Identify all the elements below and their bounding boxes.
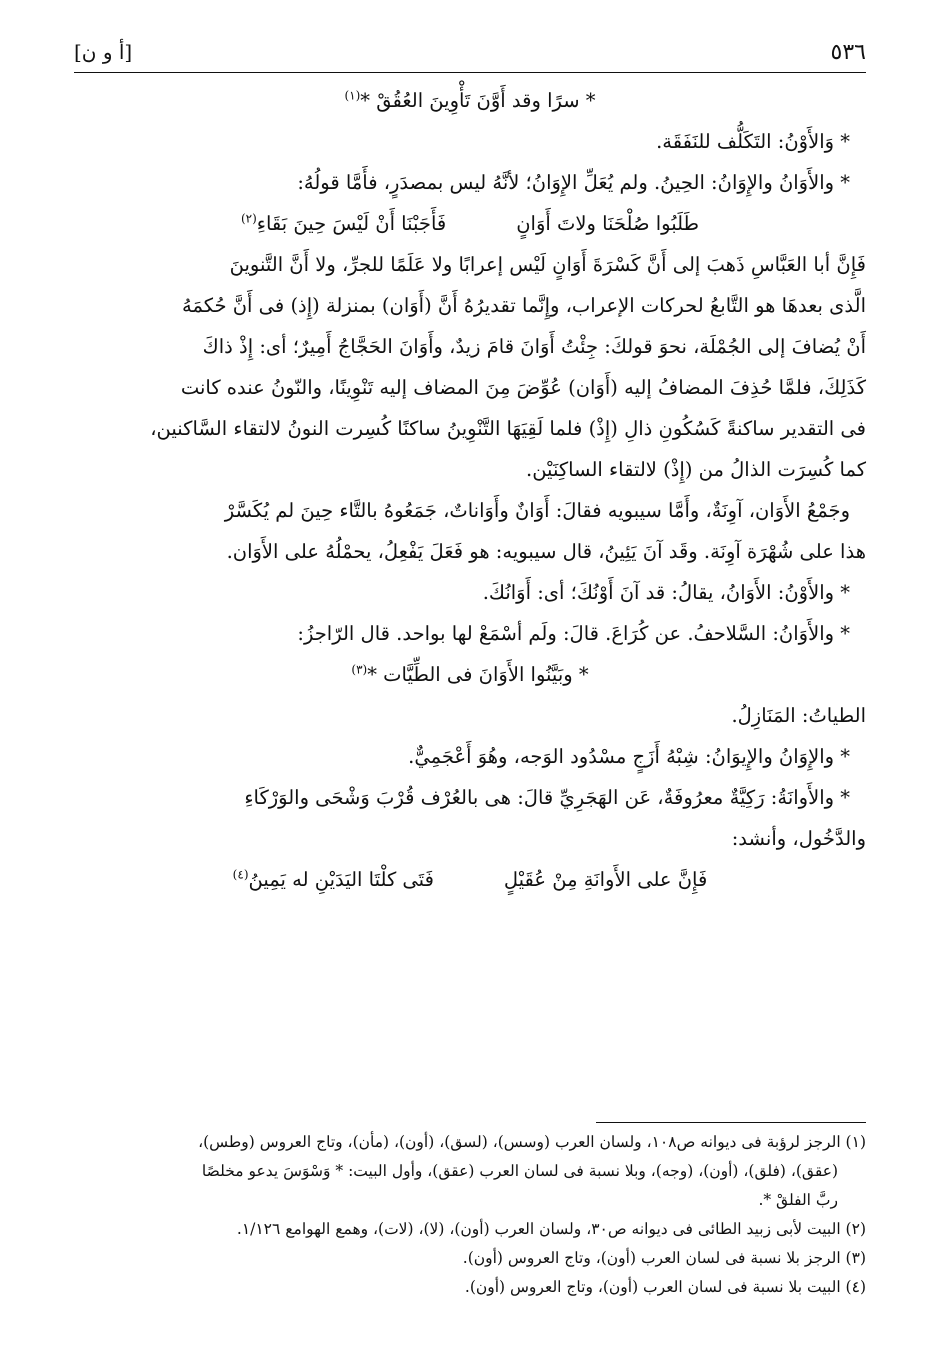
text-line: * والأَوْنُ: الأَوَانُ، يقالُ: قد آنَ أَوْنُكَ؛ أى: أَوَانُكَ. [482, 581, 850, 604]
text-line: كَذَلِكَ، فلمَّا حُذِفَ المضافُ إليه (أَوَان) عُوِّضَ مِنَ المضاف إليه تَنْوِينًا، والنّونُ عنده كانت [180, 376, 866, 399]
verse-hemistich-second: فَأَجَبْنَا أَنْ لَيْسَ حِينَ بَقَاءِ$^{(٢)}$ [240, 211, 447, 235]
text-line: الَّذى بعدهَا هو التَّابعُ لحركات الإعراب، وإِنَّما تقديرُهُ أَنَّ (أَوَان) بمنزلة (إِذ) فى أَنَّ حُكمَهُ [181, 294, 866, 317]
footnote: (٣) الرجز بلا نسبة فى لسان العرب (أون)، وتاج العروس (أون). [462, 1249, 866, 1267]
footnote-mark: (١) [344, 88, 361, 103]
text-line: * سرًا وقد أَوَّنَ تَأْوِينَ العُقُقْ *$^{(١)}$ [344, 88, 596, 112]
footnote-mark: (٢) [240, 211, 257, 226]
footnote-divider [596, 1122, 866, 1123]
footnote-continuation: ربَّ الفلقْ *. [758, 1191, 838, 1209]
text-line: فى التقدير ساكنةً كَسُكُونِ ذالِ (إِذْ) فلما لَقِيَهَا التَّنْوِينُ ساكنًا كُسِرت النونُ لالتقاء السَّاكنين، [150, 417, 866, 440]
text-line: هذا على شُهْرَة آوِنَة. وقَد آنَ يَئِينُ، قال سيبويه: هو فَعَلَ يَفْعِلُ، يحمْلُهُ على الأَوَان. [226, 540, 866, 563]
verse-line [74, 203, 866, 244]
footnote: (٢) البيت لأبى زبيد الطائى فى ديوانه ص٣٠، ولسان العرب (أون)، (لا)، (لات)، وهمع الهوامع ١/١٢٦. [236, 1220, 866, 1238]
footnotes [74, 1128, 866, 1302]
text-line: * والأَوَانُ: السَّلاحفُ. عن كُرَاعَ. قالَ: ولَم أسْمَعْ لها بواحد. قال الرّاجزُ: [297, 622, 850, 645]
footnote: (١) الرجز لرؤبة فى ديوانه ص١٠٨، ولسان العرب (وسس)، (لسق)، (أون)، (مأن)، وتاج العروس (وطس)، [198, 1133, 866, 1151]
main-text [74, 80, 866, 900]
text-line: فَإِنَّ أبا العَبَّاسِ ذَهبَ إلى أَنَّ كَسْرَةَ أَوَانٍ لَيْس إعرابًا ولا عَلَمًا للجرِّ، ولا أَنَّ التَّنوينَ [229, 253, 866, 276]
verse-hemistich-first: فَإِنَّ على الأَوانَةِ مِنْ عُقَيْلٍ [503, 868, 708, 891]
page-number: ٥٣٦ [830, 39, 866, 65]
text-line: * والأَوَانُ والإِوَانُ: الحِينُ. ولم يُعَلِّ الإِوَانُ؛ لأنَّهُ ليس بمصدَرٍ، فأَمَّا قولُهُ: [297, 171, 850, 194]
text-line: أَنْ يُضافَ إلى الجُمْلَة، نحوَ قولكَ: جِئْتُ أَوَانَ قامَ زيدٌ، وأَوَانَ الحَجَّاجُ أَمِيرٌ؛ أى: إِذْ ذاكَ [202, 335, 866, 358]
text-line: * والأَوانَةُ: رَكِيَّةٌ معرُوفَةٌ، عَن الهَجَرِيِّ قالَ: هى بالعُرْف قُرْبَ وَشْحَى والوَرْكَاءِ [244, 786, 850, 809]
text-line: * وَالأَوْنُ: التَكَلُّف للنَفَقَة. [656, 130, 850, 153]
page-header [74, 36, 866, 68]
header-divider [74, 72, 866, 73]
verse-hemistich-first: طَلَبُوا صُلْحَنَا ولاتَ أَوَانٍ [516, 212, 700, 235]
footnote-mark: (٣) [351, 662, 368, 677]
text-line: * وبَيَّنُوا الأَوَانَ فى الطِّيَّات *$^{(٣)}$ [351, 662, 589, 686]
text-line: * والإِوَانُ والإِيوَانُ: شِبْهُ أَزَجٍ مسْدُود الوَجه، وهُوَ أَعْجَمِيٌّ. [408, 745, 850, 768]
text-line: الطياتُ: المَنَازِلُ. [731, 704, 866, 727]
footnote: (٤) البيت بلا نسبة فى لسان العرب (أون)، وتاج العروس (أون). [464, 1278, 866, 1296]
verse-line [74, 859, 866, 900]
header-root-letters: [أ و ن] [74, 40, 133, 64]
footnote-mark: (٤) [232, 867, 249, 882]
footnote-continuation: (عقق)، (فلق)، (أون)، (وجه)، وبلا نسبة فى لسان العرب (عقق)، وأول البيت: * وَسْوَسَ يدعو مخلصًا [201, 1162, 838, 1180]
text-line: والدَّخُول، وأنشد: [731, 827, 866, 850]
text-line: كما كُسِرَت الذالُ من (إِذْ) لالتقاء الساكِنَيْن. [526, 458, 866, 481]
verse-hemistich-second: فَتَى كلْتَا اليَدَيْنِ له يَمِينُ$^{(٤)}$ [232, 867, 434, 891]
text-line: وجَمْعُ الأَوَان، آوِنَةٌ، وأَمَّا سيبويه فقالَ: أَوَانٌ وأَوَاناتٌ، جَمَعُوهُ بالتَّاء حِينَ لم يُكَسَّرْ [224, 499, 850, 522]
